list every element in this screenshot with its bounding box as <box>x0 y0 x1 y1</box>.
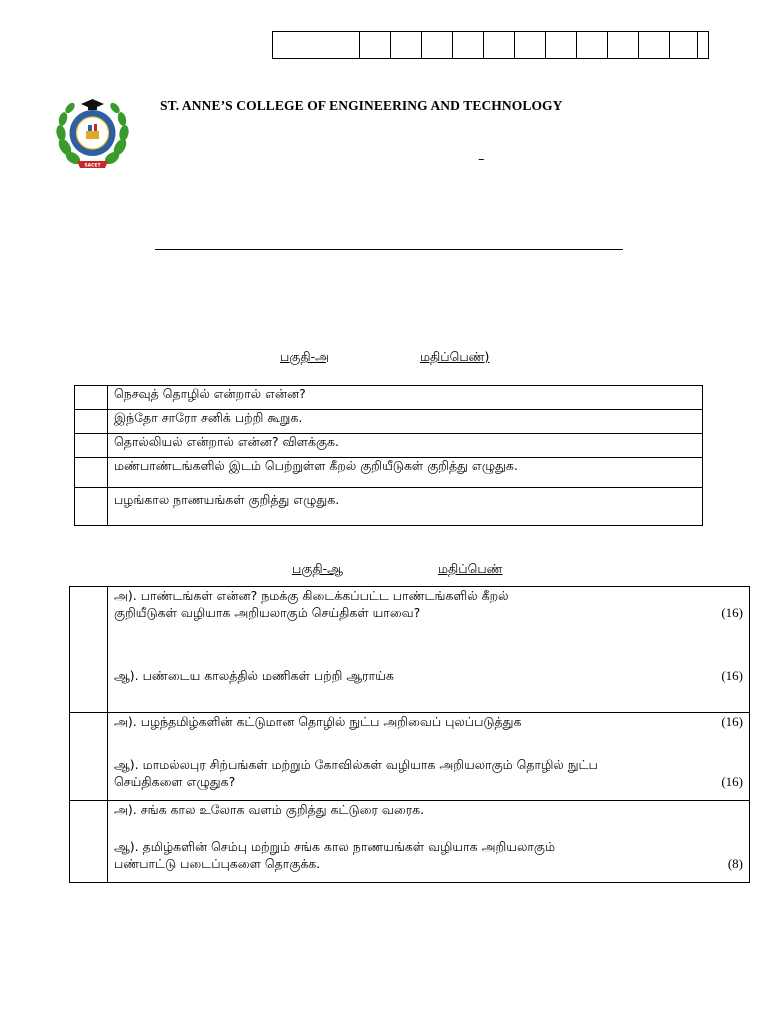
marks-value: (16) <box>721 668 743 683</box>
reg-cell <box>483 32 514 58</box>
question-number-cell <box>75 434 108 458</box>
table-row <box>75 488 703 526</box>
reg-cell <box>421 32 452 58</box>
part-a-title: பகுதி-அ <box>280 349 329 364</box>
question-2a-row <box>114 714 743 731</box>
question-3b-line2-row <box>114 856 743 873</box>
question-text: பழங்கால நாணயங்கள் குறித்து எழுதுக. <box>108 488 703 526</box>
svg-text:SACET: SACET <box>84 163 101 169</box>
reg-cell <box>697 32 708 58</box>
question-1a-line2: குறியீடுகள் வழியாக அறியலாகும் செய்திகள் யாவை? <box>114 605 421 620</box>
table-row <box>70 801 750 883</box>
reg-cell <box>273 32 359 58</box>
question-1b-row <box>114 668 743 685</box>
marks-value: (16) <box>721 605 743 620</box>
question-number-cell <box>75 458 108 488</box>
college-name: ST. ANNE’S COLLEGE OF ENGINEERING AND TECHNOLOGY <box>160 98 563 113</box>
question-2a: அ). பழந்தமிழ்களின் கட்டுமான தொழில் நுட்ப அறிவைப் புலப்படுத்துக <box>114 714 522 729</box>
reg-cell <box>359 32 390 58</box>
question-text: இந்தோ சாரோ சனிக் பற்றி கூறுக. <box>108 410 703 434</box>
reg-cell <box>452 32 483 58</box>
question-text: மண்பாண்டங்களில் இடம் பெற்றுள்ள கீறல் குறியீடுகள் குறித்து எழுதுக. <box>108 458 703 488</box>
question-cell <box>108 713 750 801</box>
table-row <box>75 458 703 488</box>
question-number-cell <box>75 410 108 434</box>
horizontal-rule <box>155 249 623 250</box>
reg-cell <box>390 32 421 58</box>
reg-cell <box>669 32 697 58</box>
question-3b-line2: பண்பாட்டு படைப்புகளை தொகுக்க. <box>114 856 321 871</box>
question-2b-line2: செய்திகளை எழுதுக? <box>114 774 236 789</box>
question-cell <box>108 801 750 883</box>
part-a-questions-table <box>74 385 703 526</box>
question-1a-line2-row <box>114 605 743 622</box>
part-a-marks-label: மதிப்பெண்) <box>420 349 490 364</box>
question-number-cell <box>75 488 108 526</box>
reg-cell <box>545 32 576 58</box>
question-number-cell <box>70 801 108 883</box>
part-b-marks-label: மதிப்பெண் <box>438 561 503 576</box>
table-row <box>75 386 703 410</box>
reg-cell <box>514 32 545 58</box>
question-3b-line1: ஆ). தமிழ்களின் செம்பு மற்றும் சங்க கால நாணயங்கள் வழியாக அறியலாகும் <box>114 839 556 854</box>
college-logo <box>55 95 130 173</box>
question-1b: ஆ). பண்டைய காலத்தில் மணிகள் பற்றி ஆராய்க <box>114 668 394 683</box>
reg-cell <box>638 32 669 58</box>
marks-value: (16) <box>721 714 743 729</box>
marks-value: (16) <box>721 774 743 789</box>
question-2b-line2-row <box>114 774 743 791</box>
reg-cell <box>607 32 638 58</box>
question-3a: அ). சங்க கால உலோக வளம் குறித்து கட்டுரை வரைக. <box>114 802 425 817</box>
register-number-boxes <box>272 31 709 59</box>
question-text: நெசவுத் தொழில் என்றால் என்ன? <box>108 386 703 410</box>
question-1a-line1: அ). பாண்டங்கள் என்ன? நமக்கு கிடைக்கப்பட்ட பாண்டங்களில் கீறல் <box>114 588 509 603</box>
question-number-cell <box>70 587 108 713</box>
dash-mark: – <box>478 152 485 167</box>
table-row <box>70 587 750 713</box>
marks-value: (8) <box>727 856 743 871</box>
question-cell <box>108 587 750 713</box>
table-row <box>70 713 750 801</box>
question-text: தொல்லியல் என்றால் என்ன? விளக்குக. <box>108 434 703 458</box>
table-row <box>75 434 703 458</box>
reg-cell <box>576 32 607 58</box>
part-b-title: பகுதி-ஆ <box>292 561 343 576</box>
part-b-questions-table <box>69 586 750 883</box>
question-number-cell <box>75 386 108 410</box>
question-2b-line1: ஆ). மாமல்லபுர சிற்பங்கள் மற்றும் கோவில்கள் வழியாக அறியலாகும் தொழில் நுட்ப <box>114 757 598 772</box>
table-row <box>75 410 703 434</box>
question-number-cell <box>70 713 108 801</box>
